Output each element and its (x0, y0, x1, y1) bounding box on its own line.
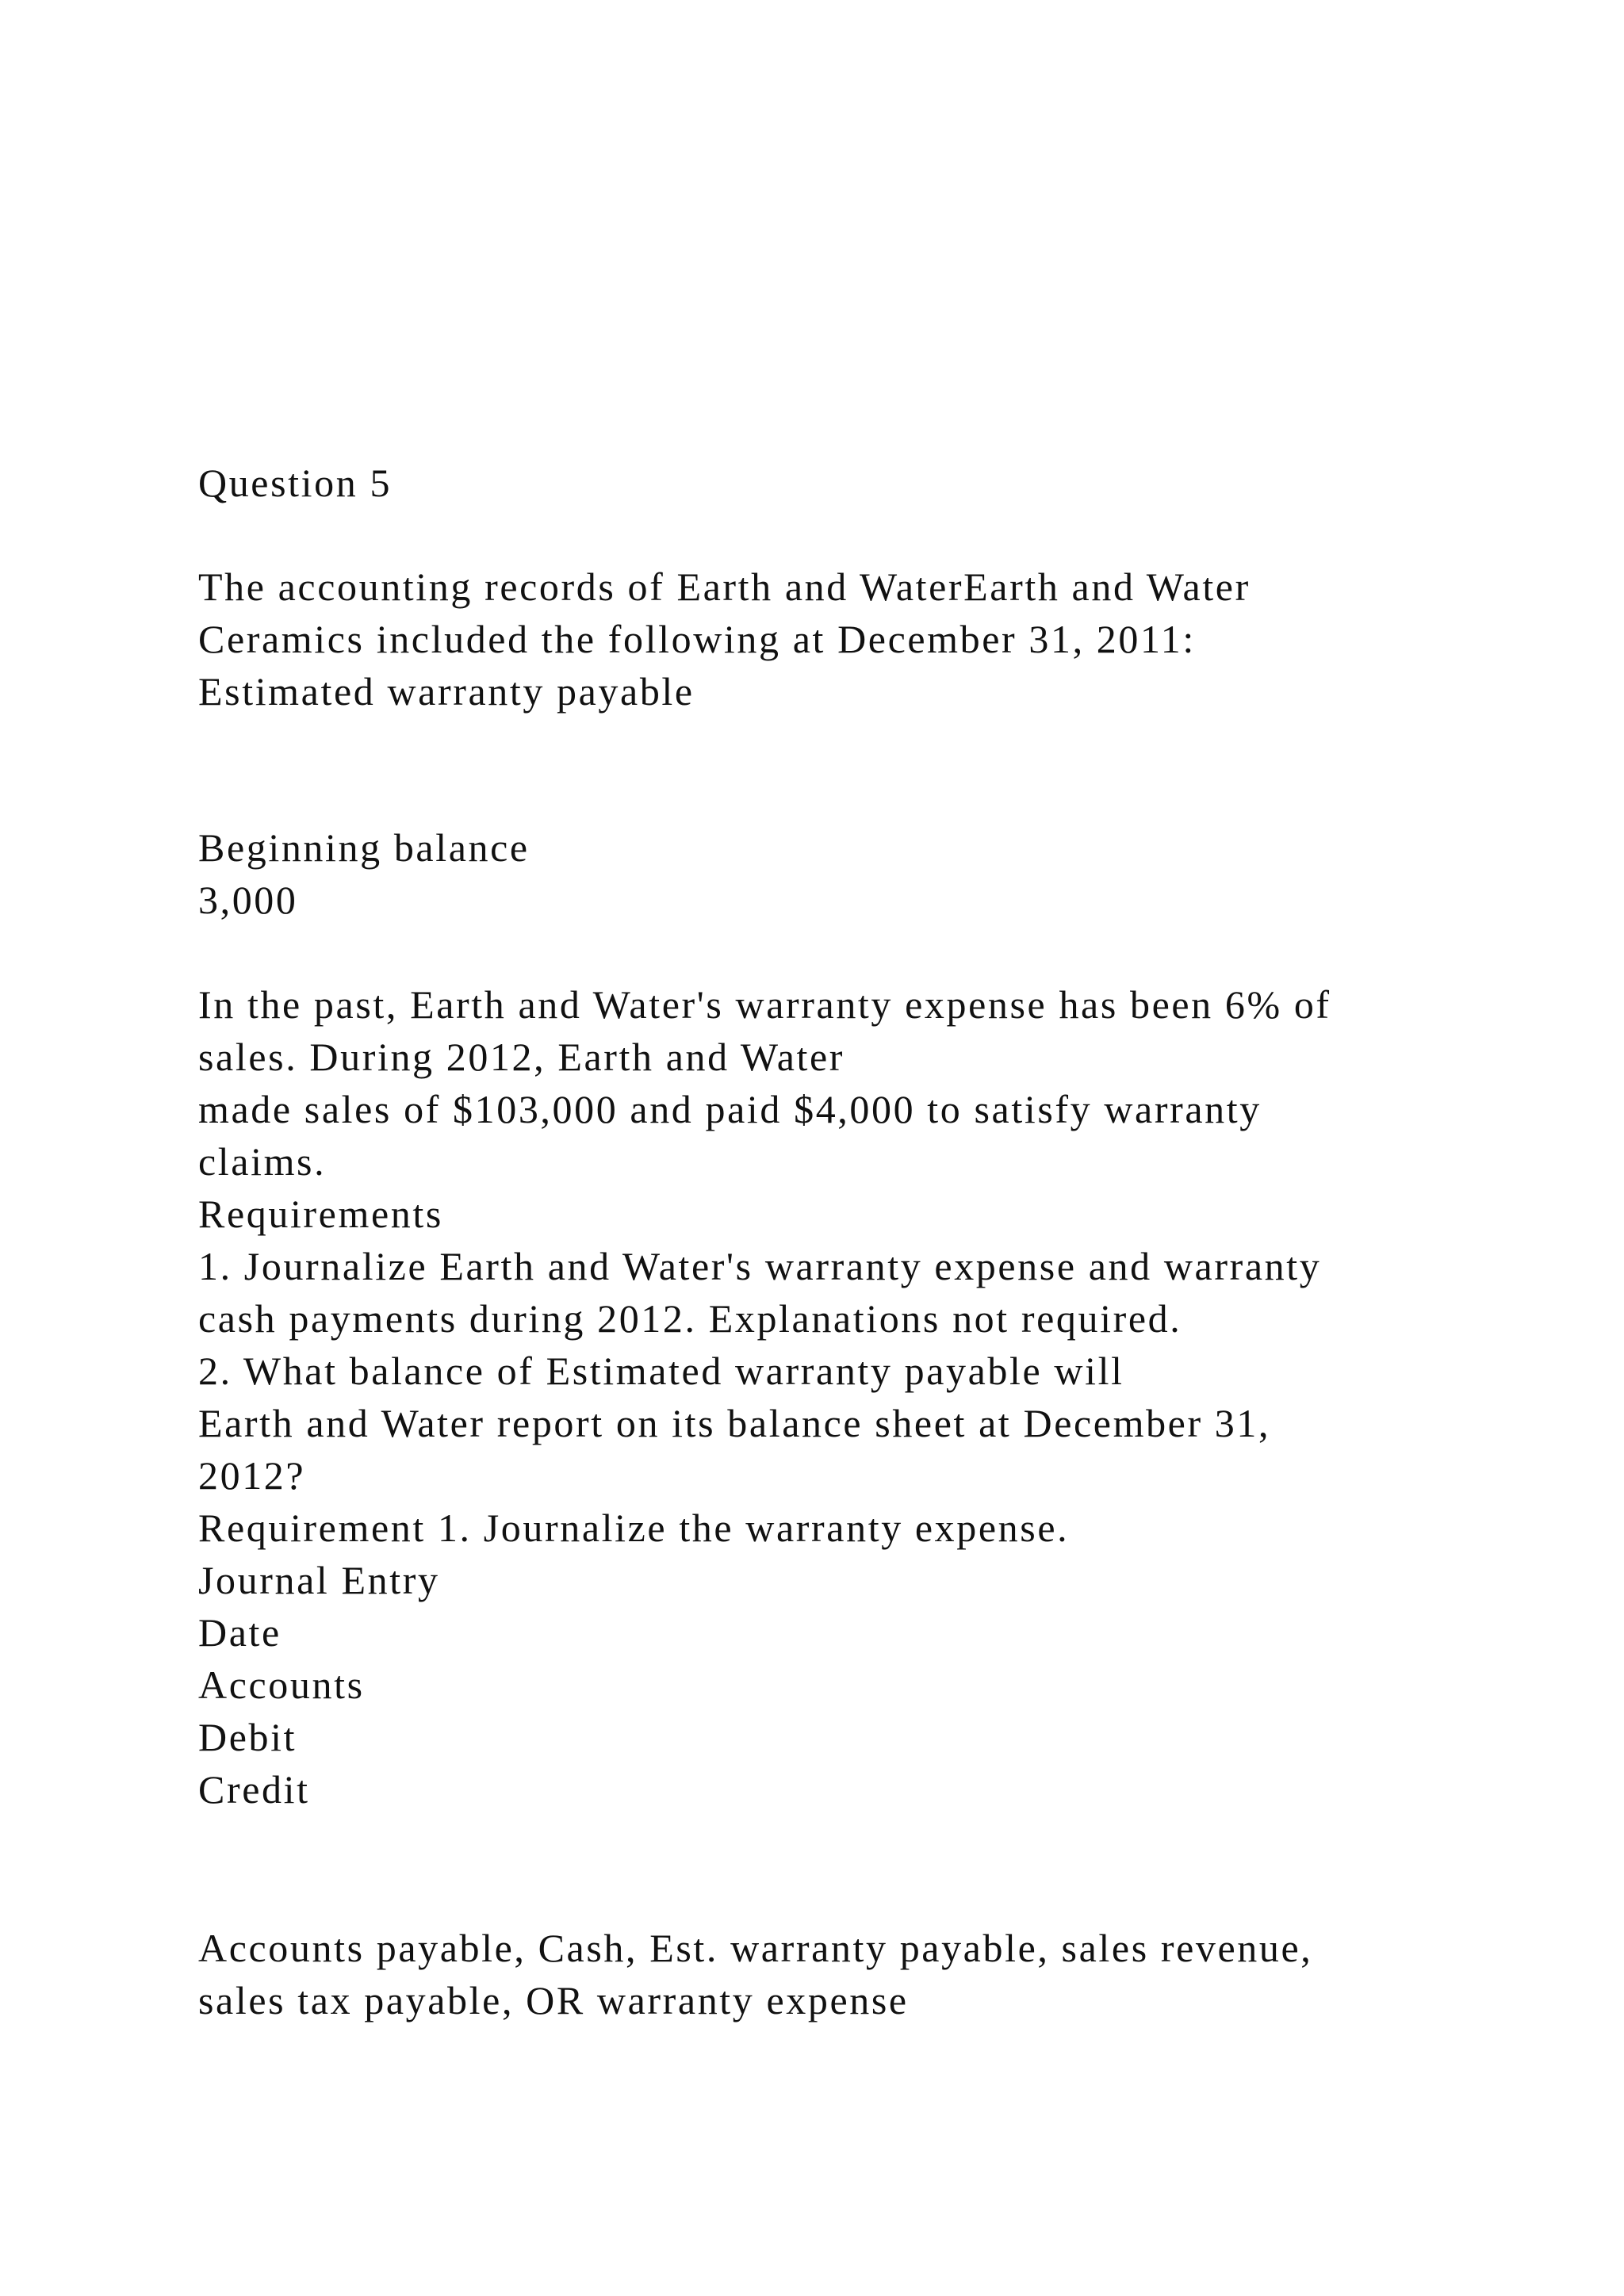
journal-title: Journal Entry (198, 1558, 440, 1602)
ledger-label: Beginning balance (198, 825, 530, 870)
requirement-line-1: 1. Journalize Earth and Water's warranty expense and warranty (198, 1244, 1322, 1288)
journal-column-debit: Debit (198, 1715, 297, 1759)
intro-line-1: The accounting records of Earth and WaterEarth and Water (198, 564, 1251, 609)
problem-line-2: sales. During 2012, Earth and Water (198, 1035, 845, 1079)
requirement-line-3: 2. What balance of Estimated warranty payable will (198, 1349, 1124, 1393)
journal-column-date: Date (198, 1610, 282, 1655)
journal-column-credit: Credit (198, 1767, 310, 1812)
requirement-line-5: 2012? (198, 1453, 306, 1498)
intro-line-3: Estimated warranty payable (198, 669, 695, 714)
journal-column-accounts: Accounts (198, 1663, 365, 1707)
intro-line-2: Ceramics included the following at December 31, 2011: (198, 617, 1196, 661)
question-heading: Question 5 (198, 461, 393, 505)
requirement-line-2: cash payments during 2012. Explanations not required. (198, 1296, 1182, 1341)
ledger-value: 3,000 (198, 878, 298, 922)
problem-line-1: In the past, Earth and Water's warranty expense has been 6% of (198, 982, 1331, 1027)
account-options-line-2: sales tax payable, OR warranty expense (198, 1978, 909, 2022)
account-options-line-1: Accounts payable, Cash, Est. warranty payable, sales revenue, (198, 1926, 1313, 1970)
problem-line-3: made sales of $103,000 and paid $4,000 to satisfy warranty (198, 1087, 1262, 1131)
requirement-1-title: Requirement 1. Journalize the warranty expense. (198, 1506, 1070, 1550)
requirement-line-4: Earth and Water report on its balance sheet at December 31, (198, 1401, 1271, 1445)
requirements-heading: Requirements (198, 1192, 443, 1236)
problem-line-4: claims. (198, 1139, 327, 1184)
